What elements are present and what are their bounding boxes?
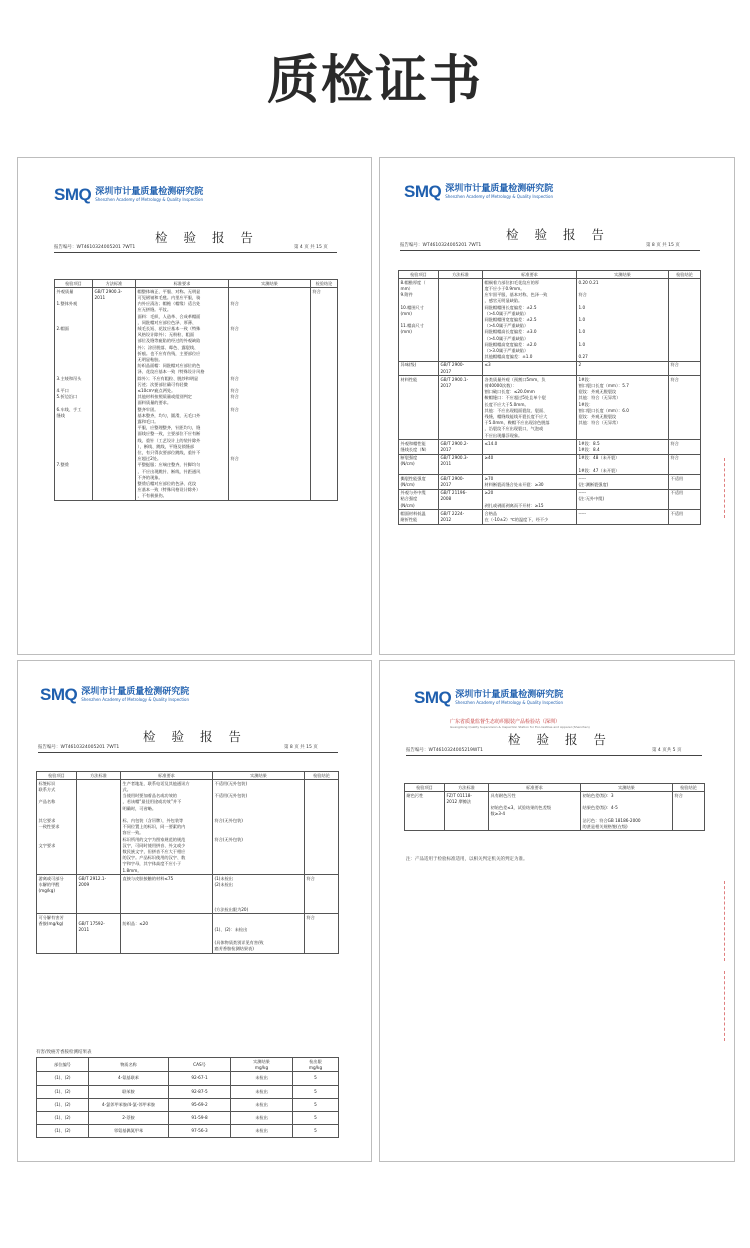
cell-measured: 未检出 <box>231 1085 293 1098</box>
table-row <box>399 440 701 454</box>
cell-substance: 4-氯邻甲苯胺/4-氯-邻甲苯胺 <box>89 1098 169 1111</box>
report-page-4 <box>379 660 735 1162</box>
header-method: 方法标准 <box>93 280 136 288</box>
cell-limit: 5 <box>293 1098 339 1111</box>
table-row <box>405 792 705 831</box>
cell-result: 1#段：8.5 1#段：8.4 <box>577 440 669 454</box>
cell-item: 撕裂性能强度 (N/cm) <box>399 475 439 489</box>
smq-logo-mark: SMQ <box>414 688 452 707</box>
cell-result: ----- (注:无外中缆) <box>577 489 669 510</box>
cell-method: GB/T 2900- 2017 <box>439 361 483 375</box>
cell-substance: 邻氨基偶氮甲苯 <box>89 1125 169 1138</box>
aromatic-table-title: 有害/致癌芳香胺检测结果表 <box>36 1050 92 1055</box>
table-row <box>399 376 701 440</box>
org-name-cn: 深圳市计量质量检测研究院 <box>95 187 204 197</box>
report-page-3 <box>17 660 372 1162</box>
org-name-cn: 深圳市计量质量检测研究院 <box>455 690 564 700</box>
page-number: 第 8 页 共 15 页 <box>646 243 680 248</box>
cell-item: 外观和帽性能 缝线长度（N） <box>399 440 439 454</box>
table-row <box>399 510 701 524</box>
sub-org-name-en: Guangdong Quality Supervision & Inspection Station for Eco-textiles and Apparel (Shenzhen) <box>450 725 590 729</box>
seal-stamp-edge <box>718 881 725 961</box>
cell-result: ----- (注:测断裂强度) <box>577 475 669 489</box>
report-number: 报告编号：WT4610324005201 7WT1 <box>38 745 120 750</box>
cell-cas: 95-69-2 <box>169 1098 231 1111</box>
cell-conclusion: 符合 <box>305 914 339 953</box>
cell-method: GB/T 2900- 2017 <box>439 475 483 489</box>
org-logo <box>414 688 563 708</box>
table-row <box>37 1112 339 1125</box>
cell-measured: 未检出 <box>231 1125 293 1138</box>
cell-item: 帽面材料低温 耐折性能 <box>399 510 439 524</box>
header-item: 检验项目 <box>37 772 77 780</box>
cell-cas: 92-87-5 <box>169 1085 231 1098</box>
header-requirement: 标准要求 <box>121 772 213 780</box>
cell-requirement: 直接与皮肤接触的材料≤75 <box>121 875 213 914</box>
header-requirement: 标准要求 <box>489 784 581 792</box>
cell-conclusion <box>669 279 701 362</box>
cell-item: 耐色污性 <box>405 792 445 831</box>
table-row <box>37 875 339 914</box>
header-method: 方法标准 <box>77 772 121 780</box>
header-conclusion: 检验结论 <box>673 784 705 792</box>
cell-requirement: 生产者地址、联系电话及其他通讯方 式。 当使用时要加着品名或功效的 ，若该帽“最佳用途或功效”并不 明确时，可省略。 标、内包装（含吊牌），外包装等 不同位置上的标识，同一要素的内 容应一致。 标识所用的文字为图家规范的规范 汉字，可同时使用拼音、外文或少 数民族文字，但拼音不应大于相应 的汉字。产品标识使用的汉字、数 字和字母，其字体高度不应小于 1.8mm。 <box>121 780 213 875</box>
cell-item: 8.帽檐厚度（ mm） 9.附件 10.帽围尺寸 (mm) 11.帽高尺寸 (mm) <box>399 279 439 362</box>
header-cas: CAS号 <box>169 1058 231 1072</box>
cell-measured: 未检出 <box>231 1098 293 1111</box>
header-conclusion: 检验结论 <box>311 280 338 288</box>
cell-method: GB/T 21196- 2008 <box>439 489 483 510</box>
report-page-2 <box>379 157 735 655</box>
cell-substance: 2-萘胺 <box>89 1112 169 1125</box>
cell-requirement: 帽裥着力部位扣毛花纹应的厚 度不应小于0.9mm。 应牢固平服，基本对称，色泽一致 ，感官无明显缺陷。 同批帽帽围长度偏差：±2.5 （>4.0属于严重缺陷） 同批帽帽围宽度偏差：±2.5 （>4.0属于严重缺陷） 同批帽帽高长度偏差：±3.0 （>4.0属于严重缺陷） 同批帽帽高宽度偏差：±2.0 （>3.0属于严重缺陷） 其他帽帽高度偏差：±1.0 <box>483 279 577 362</box>
cell-conclusion: 不适用 <box>669 489 701 510</box>
report-title: 检 验 报 告 <box>155 230 259 245</box>
table-header-row <box>37 1058 339 1072</box>
cell-item: 游离或可部分 水解的甲醛 (mg/kg) <box>37 875 77 914</box>
cell-item: 标签标识 联系方式 产品名称 其它要求 一致性要求 文字要求 <box>37 780 77 875</box>
smq-logo-mark: SMQ <box>40 685 78 704</box>
cell-requirement: 纺织品：≤20 <box>121 914 213 953</box>
cell-result: 1#段： 割口裂口长度（mm）：5.7 裂纹：外观无脱裂纹 其他：符合（无异常） 1#段： 割口裂口长度（mm）：6.0 裂纹：外观无脱裂纹 其他：符合（无异常） <box>577 376 669 440</box>
cell-limit: 5 <box>293 1112 339 1125</box>
cell-conclusion: 不适用 <box>669 475 701 489</box>
report-number: 报告编号：WT4610324005201 7WT1 <box>400 243 482 248</box>
org-name-cn: 深圳市计量质量检测研究院 <box>445 184 554 194</box>
table-row <box>399 361 701 375</box>
cell-substance: 4-氨基联苯 <box>89 1072 169 1085</box>
table-row <box>399 489 701 510</box>
cell-result: 不适用(无外包装) 不适用(无外包装) 符合(无外包装) 符合(无外包装) <box>213 780 305 875</box>
report-page-1 <box>17 157 372 655</box>
cell-item: 断裂强度 (N/cm) <box>399 454 439 475</box>
cell-requirement: 具有耐色污性 初始色差≤3，试验结果的色差级 数≥3-4 <box>489 792 581 831</box>
divider <box>38 752 338 753</box>
page-number: 第 4 页 共 15 页 <box>294 245 328 250</box>
table-row <box>399 454 701 475</box>
header-conclusion: 检验结论 <box>669 271 701 279</box>
cell-conclusion: 不适用 <box>669 510 701 524</box>
cell-requirement: ≥70 材料断裂而缝合处未开裂：≥30 <box>483 475 577 489</box>
smq-logo-mark: SMQ <box>54 185 92 204</box>
header-method: 方法标准 <box>439 271 483 279</box>
table-row <box>399 475 701 489</box>
table-header-row <box>37 772 339 780</box>
cell-requirement: 合格品 在（-10±2）℃的温度下，经不少 <box>483 510 577 524</box>
cell-method: GB/T 2900.1- 2017 <box>439 376 483 440</box>
table-header-row <box>399 271 701 279</box>
table-row <box>37 1098 339 1111</box>
cell-measured: 未检出 <box>231 1112 293 1125</box>
org-logo <box>404 182 553 202</box>
cell-limit: 5 <box>293 1072 339 1085</box>
report-title: 检 验 报 告 <box>508 732 612 747</box>
cell-conclusion: 符合 <box>669 376 701 440</box>
cell-method: GB/T 2900.3- 2011 <box>439 454 483 475</box>
cell-part: (1)、(2) <box>37 1112 89 1125</box>
header-item: 检验项目 <box>55 280 93 288</box>
header-conclusion: 检验结论 <box>305 772 339 780</box>
header-result: 实测结果 <box>577 271 669 279</box>
header-result: 实测结果 <box>213 772 305 780</box>
header-result: 实测结果 <box>229 280 311 288</box>
page-heading: 质检证书 <box>266 51 483 111</box>
header-method: 方法标准 <box>445 784 489 792</box>
cell-method: GB/T 2912.1- 2009 <box>77 875 121 914</box>
inspection-table <box>36 771 339 954</box>
org-name-cn: 深圳市计量质量检测研究院 <box>81 687 190 697</box>
cell-part: (1)、(2) <box>37 1098 89 1111</box>
org-name-en: Shenzhen Academy of Metrology & Quality Inspection <box>81 697 190 702</box>
cell-result: 初始色差(级)：3 结果色差(级)：4-5 沾污色：符合GB 18186-2000 的甚是相关规格签(在级) <box>581 792 673 831</box>
table-row <box>37 780 339 875</box>
inspection-table <box>404 783 705 831</box>
cell-cas: 91-59-8 <box>169 1112 231 1125</box>
report-number: 报告编号：WT4610324005219WT1 <box>406 748 483 753</box>
report-note: 注：产品适用于检验标准适用，以相关判定机关的判定为准。 <box>406 857 528 862</box>
org-name-en: Shenzhen Academy of Metrology & Quality Inspection <box>95 197 204 202</box>
smq-logo-mark: SMQ <box>404 182 442 201</box>
cell-conclusion: 符合 <box>305 875 339 914</box>
cell-conclusion: 符合 <box>673 792 705 831</box>
header-substance: 物质名称 <box>89 1058 169 1072</box>
org-logo <box>40 685 189 705</box>
header-detection-limit: 检出限 mg/kg <box>293 1058 339 1072</box>
table-row <box>399 279 701 362</box>
table-row <box>37 1125 339 1138</box>
cell-item: 外观质量 1.整体外观 2.帽面 3.主唛和吊头 4.平口 5.折边沿口 6.车线、手工 缝线 7.整烫 <box>55 288 93 501</box>
cell-substance: 联苯胺 <box>89 1085 169 1098</box>
cell-requirement: 各类质量外观（预割口5mm，负 荷40000次数）： 割口破口长度：≤20.0mm 鞍帽缝口：不应超过5处且单个裂 长度不应大于5.0mm。 其他：不应出现粗面裂纹、裂面、 残缝，帽缝线能线开裂长度不应大 于5.0mm，鞍帽不应出现涂色脱落 ，沿裂纹不应出现裂口，气泡或 不应出现爆浮现象。 <box>483 376 577 440</box>
header-item: 检验项目 <box>405 784 445 792</box>
cell-result: 1#段：48（未开裂） 1#段：47（未开裂） <box>577 454 669 475</box>
divider <box>400 250 700 251</box>
divider <box>406 755 702 756</box>
header-measured: 实测结果 mg/kg <box>231 1058 293 1072</box>
cell-item: 异味(级) <box>399 361 439 375</box>
cell-method: GB/T 17592- 2011 <box>77 914 121 953</box>
header-requirement: 标准要求 <box>483 271 577 279</box>
org-name-en: Shenzhen Academy of Metrology & Quality Inspection <box>455 700 564 705</box>
cell-part: (1)、(2) <box>37 1085 89 1098</box>
report-title: 检 验 报 告 <box>506 227 610 242</box>
cell-cas: 92-67-1 <box>169 1072 231 1085</box>
cell-item: 可分解有害芳 香胺(mg/kg) <box>37 914 77 953</box>
divider <box>54 252 337 253</box>
cell-requirement: ≤14.0 <box>483 440 577 454</box>
table-row <box>37 1085 339 1098</box>
cell-result: 0.20 0.21 符合 1.0 1.0 1.0 1.0 0.27 <box>577 279 669 362</box>
inspection-table <box>398 270 701 525</box>
page-number: 第 4 页共 5 页 <box>652 748 682 753</box>
table-row <box>55 288 338 501</box>
table-header-row <box>405 784 705 792</box>
cell-method: FZ/T 01118- 2012 摩擦法 <box>445 792 489 831</box>
cell-conclusion: 符合 <box>311 288 338 501</box>
org-name-en: Shenzhen Academy of Metrology & Quality Inspection <box>445 194 554 199</box>
cell-conclusion: 符合 <box>669 454 701 475</box>
seal-stamp-edge <box>718 458 725 518</box>
cell-result: (1)、(2)：未检出 (具体物质类别详见有害/致 癌芳香胺检测结果表) <box>213 914 305 953</box>
cell-method <box>77 780 121 875</box>
header-requirement: 标准要求 <box>136 280 229 288</box>
cell-method: GB/T 2224- 2012 <box>439 510 483 524</box>
aromatic-amine-table <box>36 1057 339 1138</box>
cell-result: ----- <box>577 510 669 524</box>
cell-conclusion: 符合 <box>669 440 701 454</box>
seal-stamp-edge <box>718 971 725 1041</box>
inspection-table <box>54 279 338 501</box>
cell-requirement: ≥40 <box>483 454 577 475</box>
cell-part: (1)、(2) <box>37 1072 89 1085</box>
report-number: 报告编号：WT4610324005201 7WT1 <box>54 245 136 250</box>
header-result: 实测结果 <box>581 784 673 792</box>
page-number: 第 8 页 共 15 页 <box>284 745 318 750</box>
cell-requirement: ≥20 剥扎或剥面剥离而不开材：≥15 <box>483 489 577 510</box>
cell-requirement: 帽整体端正、平服、对称。无明显 可见褶皱和毛毯。内里应平服，骑 内外应清洁；帽檐（帽缘）适合处 应无拼缝。平纹。 面料：毛织、人造革、合成革帽面 ，同批帽对应部位色泽、厚薄、 绒毛长短、花纹应基本一致（特殊 风格设计除外）；无粉粒、粗面 部位及缝等疵陷的经过的外观缺陷 外）；涂层脱落、霉色、露裂线、 折痕。也不应有伤残，主要部位应 无明显粘胶。 纺织品面帽：同批帽对应部位的色 泽、花纹应基本一致（特殊设计风格 除外）；不应有粗粒、脱纱和明显 污迹；次要部位确可有轻微 ≤10cm²疵点两处。 其他材料按照质量或组别判定 面料质量的要求。 整齐牢固。 基本整齐，均匀，圆滑，无毛口外 露和毛口。 平服，应整理整齐，针距均匀，缝 面线应整一致，主要部位不应有断 线、重针（工艺设计上的装针除外 ），断线、跳线，平缝及锁缝部 位，有只得次要部位跳线，重针不 应超过2处。 平整挺服；应端庄整齐，针脚均匀 ，不应出现跳针、断线，针距通风 不齐的现象。 整烫后帽对应部位的色泽、花纹 应基本一致（特殊风格设计除外） ，不有极损伤。 <box>136 288 229 501</box>
cell-requirement: ≤3 <box>483 361 577 375</box>
sub-org-name: 广东省质量监督生态纺织服装产品检验站（深圳） <box>450 719 561 725</box>
header-item: 检验项目 <box>399 271 439 279</box>
cell-item: 外观与外中缆 粘合强度 (N/cm) <box>399 489 439 510</box>
cell-method: GB/T 2900.3- 2011 <box>93 288 136 501</box>
cell-result: 符合 符合 符合 符合 符合 符合 符合 <box>229 288 311 501</box>
cell-conclusion: 符合 <box>669 361 701 375</box>
cell-limit: 5 <box>293 1125 339 1138</box>
cell-measured: 未检出 <box>231 1072 293 1085</box>
table-row <box>37 914 339 953</box>
cell-limit: 5 <box>293 1085 339 1098</box>
cell-cas: 97-56-3 <box>169 1125 231 1138</box>
cell-part: (1)、(2) <box>37 1125 89 1138</box>
cell-result: (1)未检出 (2)未检出 (方法检出限为20) <box>213 875 305 914</box>
org-logo <box>54 185 203 205</box>
table-row <box>37 1072 339 1085</box>
cell-item: 材料性能 <box>399 376 439 440</box>
cell-conclusion <box>305 780 339 875</box>
report-title: 检 验 报 告 <box>143 729 247 744</box>
header-part-no: 部位编号 <box>37 1058 89 1072</box>
cell-result: 2 <box>577 361 669 375</box>
cell-method <box>439 279 483 362</box>
table-header-row <box>55 280 338 288</box>
cell-method: GB/T 2900.2- 2017 <box>439 440 483 454</box>
